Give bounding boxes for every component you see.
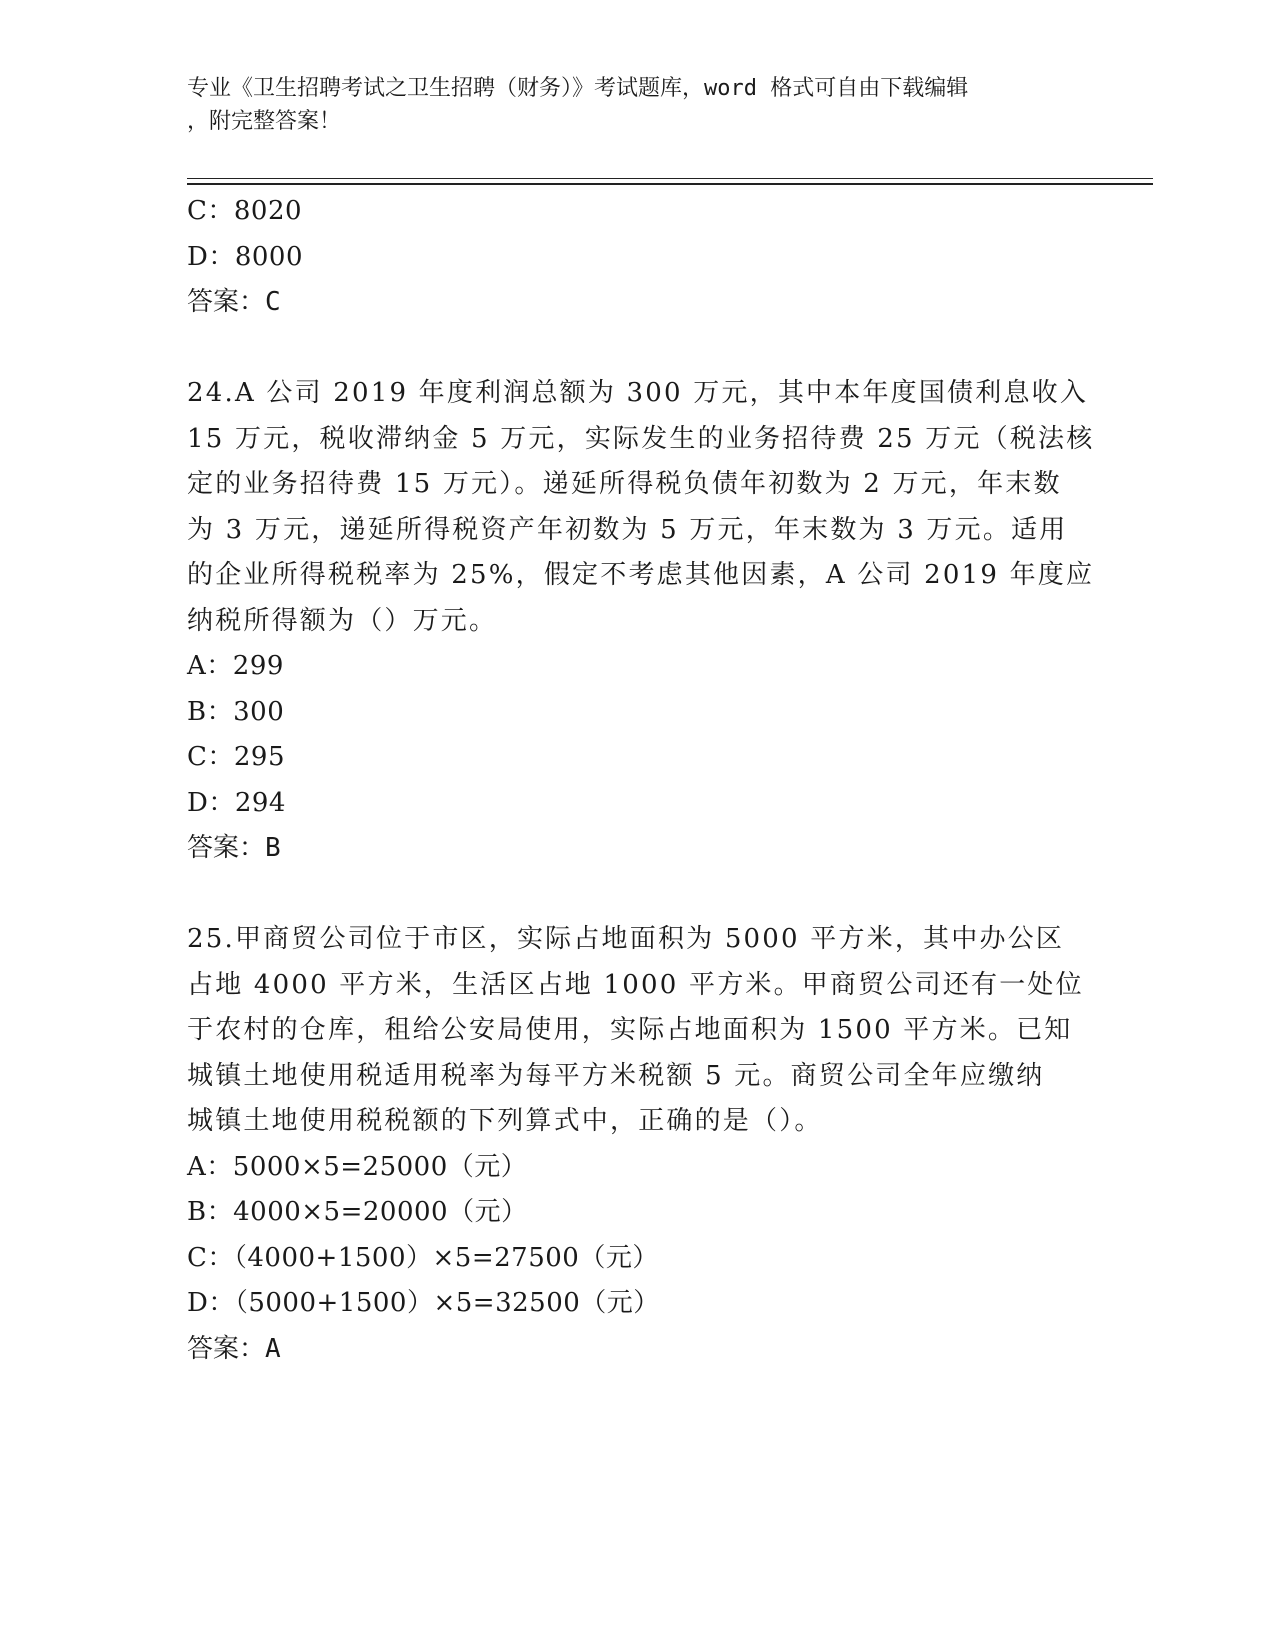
prev-question xyxy=(187,189,1087,326)
answer-label: 答案：B xyxy=(187,833,281,863)
option-d: D：8000 xyxy=(187,241,304,272)
option-a: A：299 xyxy=(187,651,284,681)
question-line: 占地 4000 平方米，生活区占地 1000 平方米。甲商贸公司还有一处位 xyxy=(187,969,1084,1000)
option-d: D：（5000+1500）×5=32500（元） xyxy=(187,1288,660,1318)
question-stem xyxy=(187,917,1084,1145)
document-body xyxy=(187,189,1095,1372)
answer-label: 答案：C xyxy=(187,287,281,317)
question-line: 城镇土地使用税适用税率为每平方米税额 5 元。商贸公司全年应缴纳 xyxy=(187,1060,1045,1091)
question-line: 为 3 万元，递延所得税资产年初数为 5 万元，年末数为 3 万元。适用 xyxy=(187,514,1068,545)
option-c: C：（4000+1500）×5=27500（元） xyxy=(187,1242,659,1273)
question-line: 城镇土地使用税税额的下列算式中，正确的是（）。 xyxy=(187,1106,823,1136)
question-stem xyxy=(187,371,1095,644)
question-line: 纳税所得额为（）万元。 xyxy=(187,605,498,636)
option-c: C：8020 xyxy=(187,196,303,226)
page-header xyxy=(187,72,1067,138)
header-title-line-2: ，附完整答案！ xyxy=(187,109,342,134)
option-a: A：5000×5=25000（元） xyxy=(187,1151,528,1182)
question-line: 25.甲商贸公司位于市区，实际占地面积为 5000 平方米，其中办公区 xyxy=(187,924,1065,954)
question-line: 于农村的仓库，租给公安局使用，实际占地面积为 1500 平方米。已知 xyxy=(187,1015,1073,1045)
question-line: 15 万元，税收滞纳金 5 万元，实际发生的业务招待费 25 万元（税法核 xyxy=(187,423,1095,454)
option-c: C：295 xyxy=(187,742,286,772)
option-b: B：300 xyxy=(187,696,285,727)
option-b: B：4000×5=20000（元） xyxy=(187,1197,528,1227)
question-line: 定的业务招待费 15 万元）。递延所得税负债年初数为 2 万元，年末数 xyxy=(187,469,1062,499)
option-d: D：294 xyxy=(187,787,286,818)
header-title-line-1: 专业《卫生招聘考试之卫生招聘（财务）》考试题库，word 格式可自由下载编辑 xyxy=(187,76,969,101)
spacer xyxy=(187,872,1087,918)
header-divider-top xyxy=(187,178,1153,179)
question-24 xyxy=(187,371,1095,872)
answer-label: 答案：A xyxy=(187,1333,281,1364)
question-line: 的企业所得税税率为 25%，假定不考虑其他因素，A 公司 2019 年度应 xyxy=(187,560,1095,590)
question-line: 24.A 公司 2019 年度利润总额为 300 万元，其中本年度国债利息收入 xyxy=(187,378,1089,408)
header-divider-bottom xyxy=(187,183,1153,185)
spacer xyxy=(187,326,1087,372)
question-25 xyxy=(187,917,1087,1372)
